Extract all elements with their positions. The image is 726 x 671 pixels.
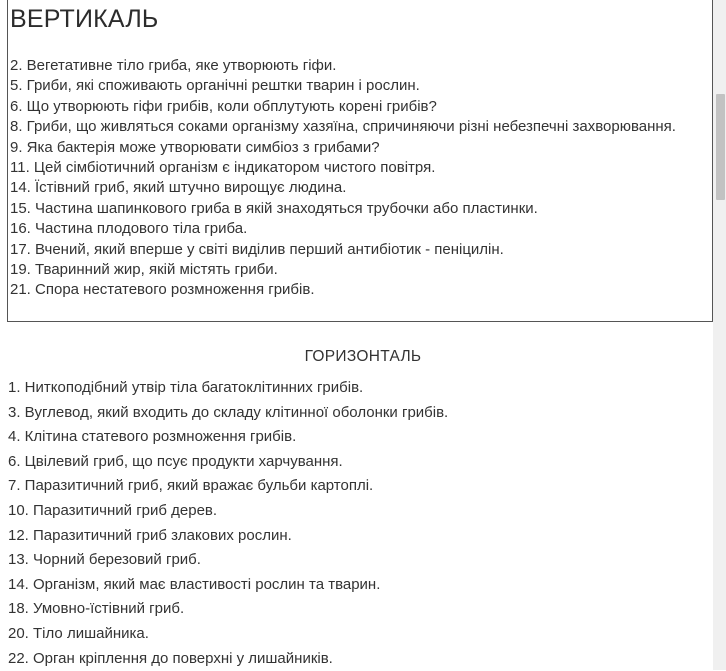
horizontal-clue: 1. Ниткоподібний утвір тіла багатоклітинних грибів. (8, 379, 364, 396)
vertical-clues-box (7, 0, 713, 322)
horizontal-clue-list (8, 376, 706, 671)
vertical-clue: 5. Гриби, які споживають органічні рештки тварин і рослин. (10, 77, 420, 95)
horizontal-clue: 3. Вуглевод, який входить до складу клітинної оболонки грибів. (8, 403, 449, 421)
horizontal-title: ГОРИЗОНТАЛЬ (304, 348, 422, 365)
vertical-clue: 9. Яка бактерія може утворювати симбіоз з грибами? (10, 138, 380, 156)
horizontal-clue: 18. Умовно-їстівний гриб. (8, 600, 185, 618)
vertical-clue: 21. Спора нестатевого розмноження грибів. (10, 281, 315, 299)
horizontal-clue: 7. Паразитичний гриб, який вражає бульби картоплі. (8, 477, 374, 495)
horizontal-clue: 22. Орган кріплення до поверхні у лишайників. (8, 649, 333, 667)
vertical-clue-list (10, 56, 708, 301)
vertical-clue: 11. Цей сімбіотичний організм є індикатором чистого повітря. (10, 159, 436, 177)
page-scrollbar[interactable] (713, 0, 726, 670)
horizontal-clue: 6. Цвілевий гриб, що псує продукти харчування. (8, 452, 343, 470)
horizontal-clue: 12. Паразитичний гриб злакових рослин. (8, 526, 292, 544)
vertical-clue: 14. Їстівний гриб, який штучно вирощує людина. (10, 179, 347, 197)
vertical-clue: 15. Частина шапинкового гриба в якій знаходяться трубочки або пластинки. (10, 199, 538, 217)
vertical-clue: 19. Тваринний жир, якій містять гриби. (10, 261, 278, 279)
horizontal-clue: 13. Чорний березовий гриб. (8, 551, 201, 569)
vertical-clue: 17. Вчений, який вперше у світі виділив перший антибіотик - пеніцилін. (10, 240, 504, 258)
vertical-clue: 16. Частина плодового тіла гриба. (10, 220, 248, 238)
vertical-clue: 6. Що утворюють гіфи грибів, коли обплутують корені грибів? (10, 97, 437, 115)
horizontal-clue: 10. Паразитичний гриб дерев. (8, 501, 218, 519)
vertical-clue: 2. Вегетативне тіло гриба, яке утворюють гіфи. (10, 57, 337, 74)
vertical-clue: 8. Гриби, що живляться соками організму хазяїна, спричиняючи різні небезпечні захворювання. (10, 118, 676, 136)
horizontal-clue: 4. Клітина статевого розмноження грибів. (8, 428, 297, 446)
scrollbar-thumb[interactable] (716, 94, 725, 200)
vertical-title: ВЕРТИКАЛЬ (10, 5, 159, 33)
horizontal-clue: 14. Організм, який має властивості рослин та тварин. (8, 575, 381, 593)
horizontal-clue: 20. Тіло лишайника. (8, 624, 149, 642)
